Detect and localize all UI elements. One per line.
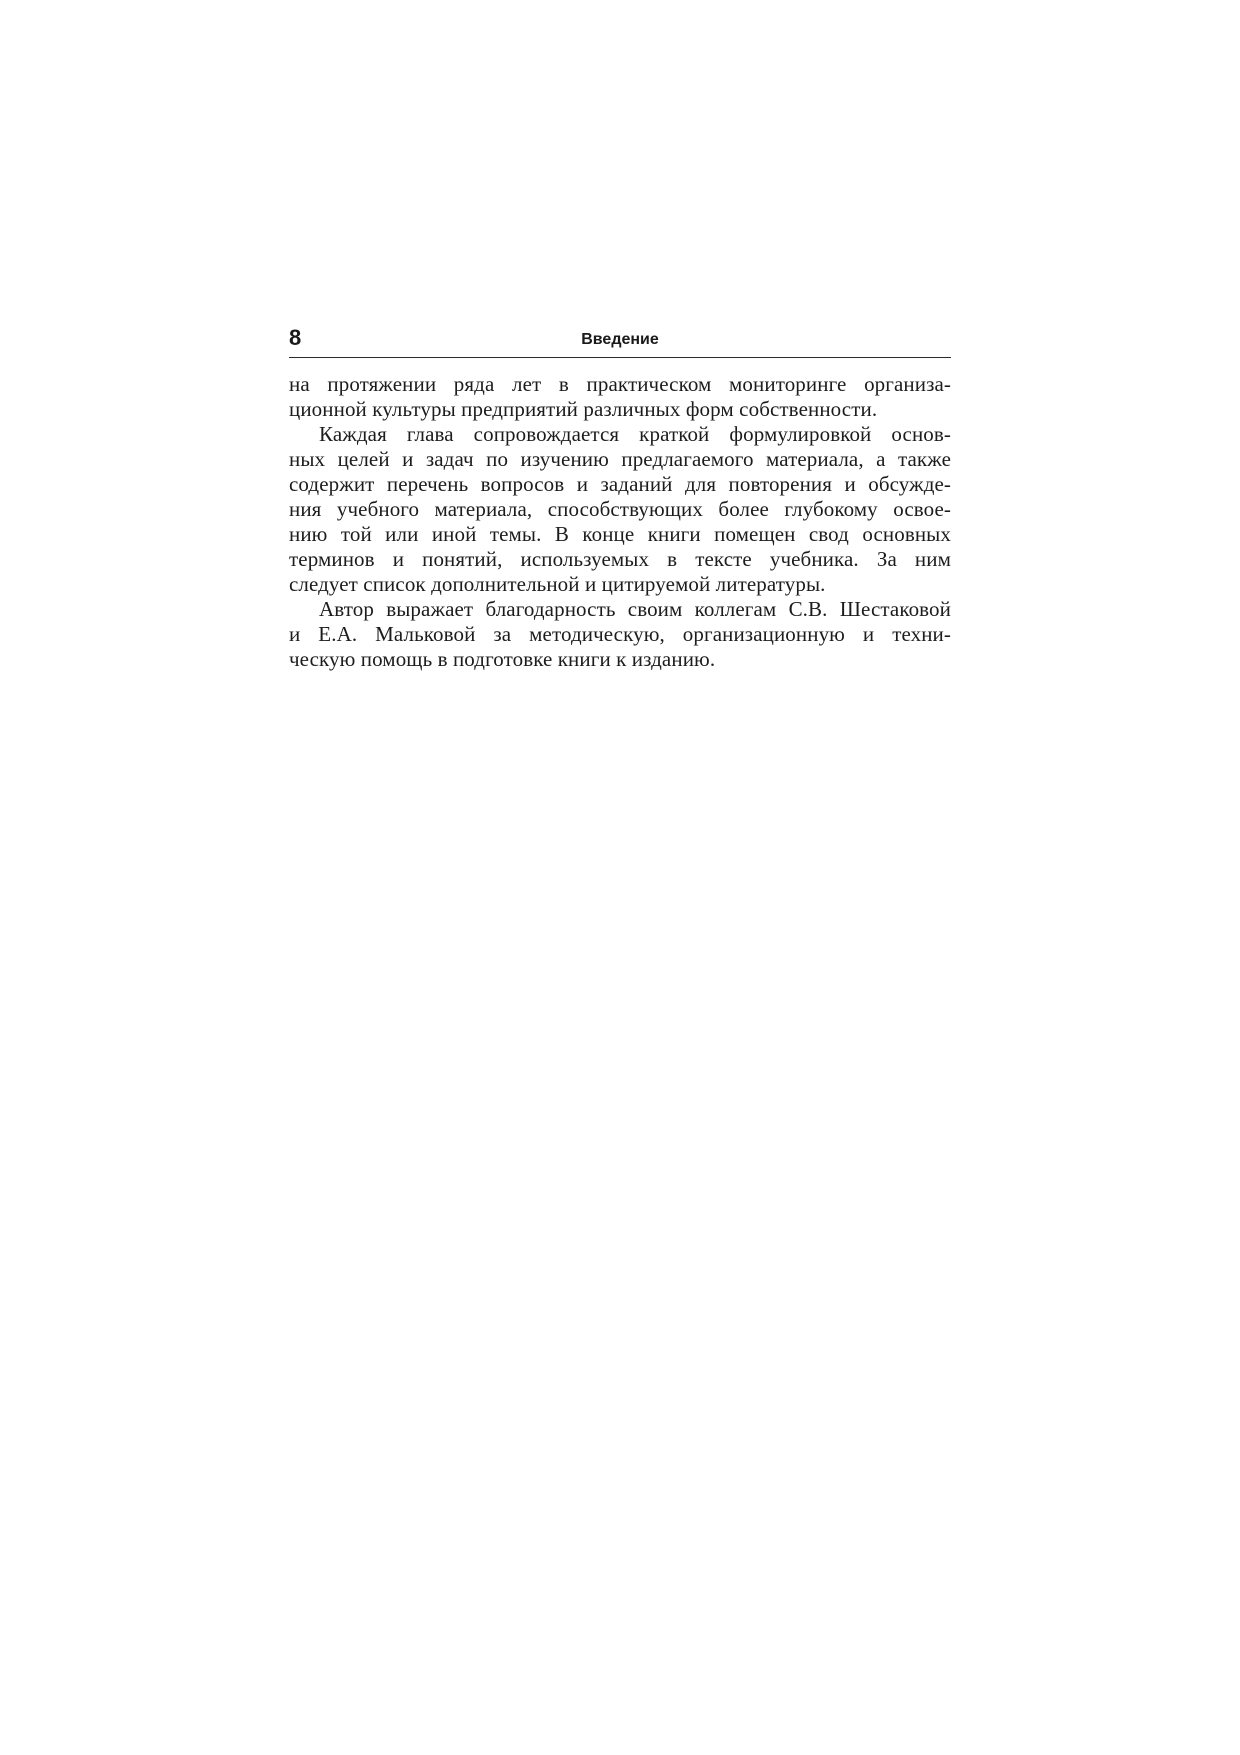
text-line: терминов и понятий, используемых в тексте учебника. За ним xyxy=(289,547,951,571)
body-text xyxy=(289,372,951,672)
text-line: ционной культуры предприятий различных форм собственности. xyxy=(289,397,878,421)
running-title: Введение xyxy=(581,331,659,348)
text-line: и Е.А. Мальковой за методическую, организационную и техни- xyxy=(289,622,951,646)
text-line: ческую помощь в подготовке книги к изданию. xyxy=(289,647,716,671)
text-line: ния учебного материала, способствующих более глубокому освое- xyxy=(289,497,951,521)
text-line: Автор выражает благодарность своим коллегам С.В. Шестаковой xyxy=(319,597,951,621)
page-header xyxy=(289,323,951,358)
text-line: ных целей и задач по изучению предлагаемого материала, а также xyxy=(289,447,951,471)
page-number: 8 xyxy=(289,325,302,350)
text-line: Каждая глава сопровождается краткой формулировкой основ- xyxy=(319,422,951,446)
paragraph-chapter-structure xyxy=(289,422,951,597)
text-line: нию той или иной темы. В конце книги помещен свод основных xyxy=(289,522,951,546)
text-line: следует список дополнительной и цитируемой литературы. xyxy=(289,572,826,596)
paragraph-acknowledgements xyxy=(289,597,951,672)
text-line: содержит перечень вопросов и заданий для повторения и обсужде- xyxy=(289,472,951,496)
paragraph-continuation xyxy=(289,372,951,422)
text-line: на протяжении ряда лет в практическом мониторинге организа- xyxy=(289,372,951,396)
